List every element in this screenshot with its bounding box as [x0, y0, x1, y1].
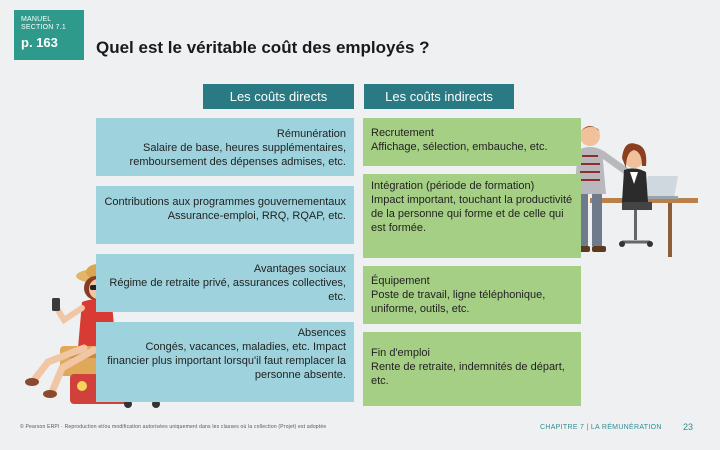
copyright-notice: © Pearson ERPI · Reproduction et/ou modification autorisées uniquement dans les classes où la collection (Projet) est adoptée — [20, 424, 327, 430]
indirect-cost-title: Équipement — [371, 275, 430, 287]
section-badge — [14, 10, 84, 60]
indirect-cost-details: Impact important, touchant la productivité de la personne qui forme et de celle qui est formée. — [371, 194, 573, 234]
direct-cost-details: Assurance-emploi, RRQ, RQAP, etc. — [167, 210, 346, 222]
indirect-cost-details: Poste de travail, ligne téléphonique, uniforme, outils, etc. — [371, 289, 546, 315]
direct-cost-absences — [96, 322, 354, 402]
direct-costs-header: Les coûts directs — [203, 84, 354, 109]
section-line1: MANUEL — [21, 16, 52, 23]
direct-cost-details: Salaire de base, heures supplémentaires, remboursement des dépenses admises, etc. — [129, 142, 346, 168]
chapter-label: CHAPITRE 7 | LA RÉMUNÉRATION — [540, 424, 662, 431]
indirect-cost-title: Intégration (période de formation) — [371, 180, 535, 192]
page-reference: p. 163 — [21, 35, 58, 50]
indirect-costs-header: Les coûts indirects — [364, 84, 514, 109]
indirect-cost-recruitment — [363, 118, 581, 166]
indirect-cost-title: Fin d'emploi — [371, 347, 430, 359]
indirect-cost-integration — [363, 174, 581, 258]
direct-cost-title: Absences — [297, 327, 346, 339]
direct-cost-remuneration — [96, 118, 354, 176]
indirect-cost-title: Recrutement — [371, 127, 434, 139]
indirect-cost-details: Rente de retraite, indemnités de départ, etc. — [371, 361, 565, 387]
direct-cost-title: Contributions aux programmes gouvernementaux — [104, 196, 346, 208]
indirect-cost-termination — [363, 332, 581, 406]
direct-cost-contributions — [96, 186, 354, 244]
direct-cost-title: Avantages sociaux — [253, 263, 346, 275]
direct-cost-title: Rémunération — [276, 128, 346, 140]
direct-cost-details: Régime de retraite privé, assurances collectives, etc. — [109, 277, 346, 303]
section-line2: SECTION 7.1 — [21, 24, 66, 31]
page-title: Quel est le véritable coût des employés ? — [96, 38, 430, 57]
direct-cost-details: Congés, vacances, maladies, etc. Impact financier plus important lorsqu'il faut remplacer la personne absente. — [107, 341, 346, 381]
indirect-cost-details: Affichage, sélection, embauche, etc. — [371, 141, 548, 153]
indirect-cost-equipment — [363, 266, 581, 324]
slide-number: 23 — [683, 422, 694, 432]
direct-cost-benefits — [96, 254, 354, 312]
